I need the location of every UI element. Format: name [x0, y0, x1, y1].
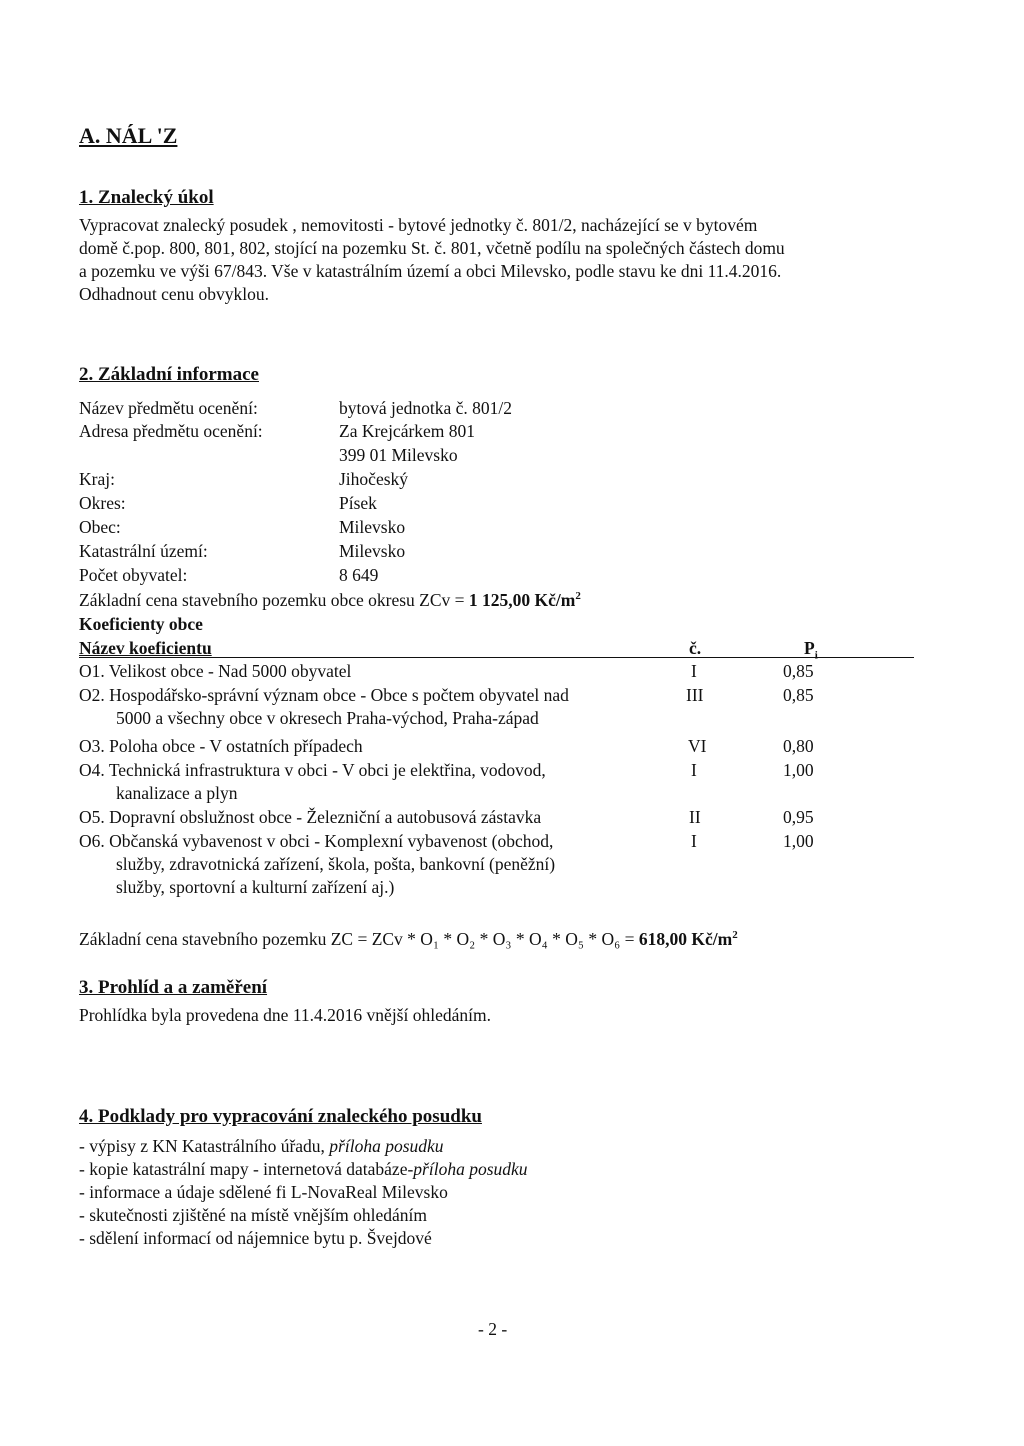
row-text: O4. Technická infrastruktura v obci - V obci je elektřina, vodovod,: [79, 760, 546, 780]
zcv-line: [79, 589, 581, 612]
section-1-line: domě č.pop. 800, 801, 802, stojící na pozemku St. č. 801, včetně podílu na společných částech domu: [79, 238, 785, 258]
row-p: 1,00: [783, 760, 814, 780]
table-header-name: Název koeficientu: [79, 638, 212, 658]
row-text-cont: služby, sportovní a kulturní zařízení aj.): [116, 877, 395, 897]
row-c: III: [686, 685, 704, 705]
obec-value: Milevsko: [339, 517, 406, 537]
table-header-p: $P_i$: [804, 638, 818, 662]
row-text-cont: služby, zdravotnická zařízení, škola, pošta, bankovní (peněžní): [116, 854, 556, 874]
pocet-obyvatel-label: Počet obyvatel:: [79, 565, 188, 585]
podklady-list: [79, 1135, 528, 1250]
row-c: I: [691, 831, 697, 851]
section-1-text: [79, 214, 959, 306]
table-header-rule: [79, 657, 914, 658]
table-row: [79, 735, 363, 758]
row-c: II: [689, 807, 701, 827]
okres-label: Okres:: [79, 493, 126, 513]
row-p: 0,85: [783, 661, 814, 681]
row-p: 1,00: [783, 831, 814, 851]
row-c: I: [691, 760, 697, 780]
section-2-title: 2. Základní informace: [79, 364, 259, 385]
row-text: O5. Dopravní obslužnost obce - Železniční a autobusová zástavka: [79, 807, 542, 827]
section-1-line: Odhadnout cenu obvyklou.: [79, 284, 270, 304]
pocet-obyvatel-value: 8 649: [339, 565, 379, 585]
obec-label: Obec:: [79, 517, 121, 537]
row-c: VI: [688, 736, 707, 756]
list-item: - sdělení informací od nájemnice bytu p. Švejdové: [79, 1228, 432, 1248]
zcv-value: 1 125,00 Kč/m: [468, 590, 576, 610]
table-row: [79, 806, 541, 829]
zc-value: 618,00 Kč/m: [638, 929, 733, 949]
row-text: O6. Občanská vybavenost v obci - Komplexní vybavenost (obchod,: [79, 831, 554, 851]
list-item: - skutečnosti zjištěné na místě vnějším ohledáním: [79, 1205, 427, 1225]
zc-unit-exponent: 2: [732, 929, 738, 942]
list-item: - informace a údaje sdělené fi L-NovaReal Milevsko: [79, 1182, 448, 1202]
adresa-value-city: 399 01 Milevsko: [339, 445, 458, 465]
zcv-text: Základní cena stavebního pozemku obce okresu ZCv =: [79, 590, 469, 610]
katastralni-uzemi-label: Katastrální území:: [79, 541, 208, 561]
list-item: - kopie katastrální mapy - internetová databáze-příloha posudku: [79, 1159, 528, 1179]
row-text-cont: 5000 a všechny obce v okresech Praha-východ, Praha-západ: [116, 708, 539, 728]
section-1-title: 1. Znalecký úkol: [79, 187, 214, 208]
section-1-line: a pozemku ve výši 67/843. Vše v katastrálním území a obci Milevsko, podle stavu ke dni 11.4.2016.: [79, 261, 782, 281]
kraj-label: Kraj:: [79, 469, 115, 489]
table-header-c: č.: [689, 638, 702, 658]
katastralni-uzemi-value: Milevsko: [339, 541, 406, 561]
list-item: - výpisy z KN Katastrálního úřadu, příloha posudku: [79, 1136, 444, 1156]
table-row: [79, 684, 569, 730]
kraj-value: Jihočeský: [339, 469, 409, 489]
row-text-cont: kanalizace a plyn: [116, 783, 238, 803]
row-p: 0,80: [783, 736, 814, 756]
page-number: - 2 -: [478, 1319, 508, 1339]
section-3-title: 3. Prohlíd a a zaměření: [79, 977, 268, 998]
okres-value: Písek: [339, 493, 377, 513]
section-4-title: 4. Podklady pro vypracování znaleckého posudku: [79, 1106, 482, 1127]
row-c: I: [691, 661, 697, 681]
section-3-text: Prohlídka byla provedena dne 11.4.2016 vnější ohledáním.: [79, 1005, 491, 1025]
row-text: O3. Poloha obce - V ostatních případech: [79, 736, 363, 756]
adresa-label: Adresa předmětu ocenění:: [79, 421, 263, 441]
row-p: 0,85: [783, 685, 814, 705]
zc-formula: Základní cena stavebního pozemku ZC = ZCv * O₁ * O₂ * O₃ * O₄ * O₅ * O₆ =: [79, 929, 639, 949]
page-heading: A. NÁL 'Z: [79, 123, 178, 148]
table-row: [79, 830, 555, 899]
section-1-line: Vypracovat znalecký posudek , nemovitosti - bytové jednotky č. 801/2, nacházející se v bytovém: [79, 215, 758, 235]
koeficienty-title: Koeficienty obce: [79, 614, 203, 634]
zcv-unit-exponent: 2: [575, 590, 581, 603]
row-text: O1. Velikost obce - Nad 5000 obyvatel: [79, 661, 352, 681]
table-row: [79, 759, 546, 805]
adresa-value-street: Za Krejcárkem 801: [339, 421, 476, 441]
table-row: [79, 660, 351, 683]
nazev-value: bytová jednotka č. 801/2: [339, 398, 513, 418]
row-text: O2. Hospodářsko-správní význam obce - Obce s počtem obyvatel nad: [79, 685, 569, 705]
nazev-label: Název předmětu ocenění:: [79, 398, 258, 418]
zc-formula-line: [79, 928, 738, 951]
row-p: 0,95: [783, 807, 814, 827]
